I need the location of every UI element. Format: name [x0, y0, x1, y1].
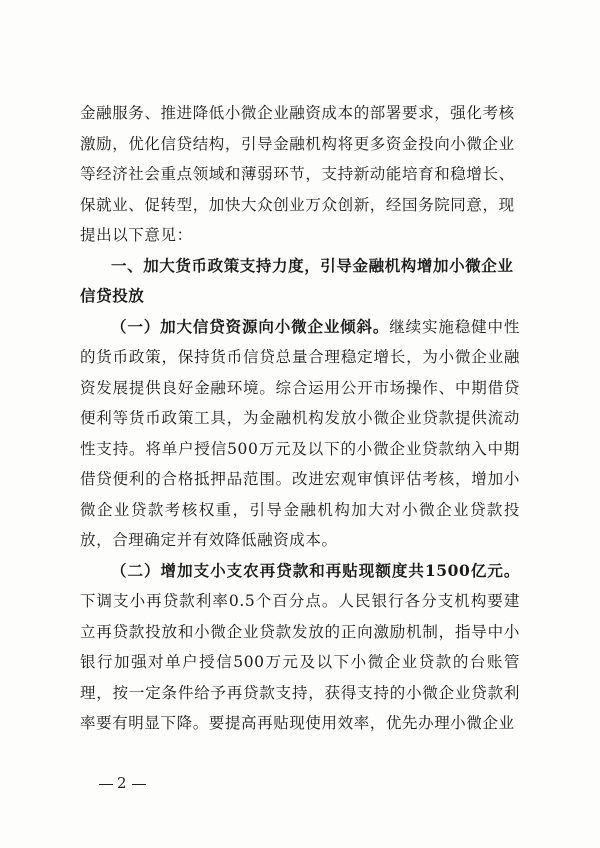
intro-paragraph: [80, 98, 520, 251]
document-body: [80, 98, 520, 739]
intro-line-5: 提出以下意见：: [80, 226, 193, 244]
page-number-dash-right: [132, 784, 146, 785]
intro-line-2: 激励，优化信贷结构，引导金融机构将更多资金投向小微企业: [80, 134, 515, 153]
section-heading-1-text: 一、加大货币政策支持力度，引导金融机构增加小微企业: [111, 256, 514, 275]
subsection-1-heading: （一）加大信贷资源向小微企业倾斜。: [111, 316, 390, 336]
page-number: [95, 774, 150, 792]
intro-line-3: 等经济社会重点领域和薄弱环节，支持新动能培育和稳增长、: [80, 165, 515, 183]
subsection-2-paragraph: [80, 556, 520, 739]
page-number-dash-left: [99, 784, 113, 785]
page-number-value: 2: [117, 774, 128, 792]
subsection-2-text: 下调支小再贷款利率0.5个百分点。人民银行各分支机构要建立再贷款投放和小微企业贷款发放的正向激励机制，指导中小银行加强对单户授信500万元及以下小微企业贷款的台账管理，按一定条件给予再贷款支持，获得支持的小微企业贷款利率要有明显下降。要提高再贴现使用效率，优先办理小微企业: [80, 592, 520, 732]
subsection-1-paragraph: [80, 312, 520, 556]
section-heading-1: [80, 251, 520, 282]
intro-line-4: 保就业、促转型，加快大众创业万众创新，经国务院同意，现: [80, 195, 515, 214]
subsection-1-text: 继续实施稳健中性的货币政策，保持货币信贷总量合理稳定增长，为小微企业融资发展提供良好金融环境。综合运用公开市场操作、中期借贷便利等货币政策工具，为金融机构发放小微企业贷款提供流动性支持。将单户授信500万元及以下的小微企业贷款纳入中期借贷便利的合格抵押品范围。改进宏观审慎评估考核，增加小微企业贷款考核权重，引导金融机构加大对小微企业贷款投放，合理确定并有效降低融资成本。: [80, 317, 520, 549]
section-heading-1-continued: [80, 281, 520, 312]
intro-line-1: 金融服务、推进降低小微企业融资成本的部署要求，强化考核: [80, 104, 515, 122]
subsection-2-heading: （二）增加支小支农再贷款和再贴现额度共1500亿元。: [111, 560, 520, 580]
section-heading-1-cont-text: 信贷投放: [80, 287, 145, 305]
